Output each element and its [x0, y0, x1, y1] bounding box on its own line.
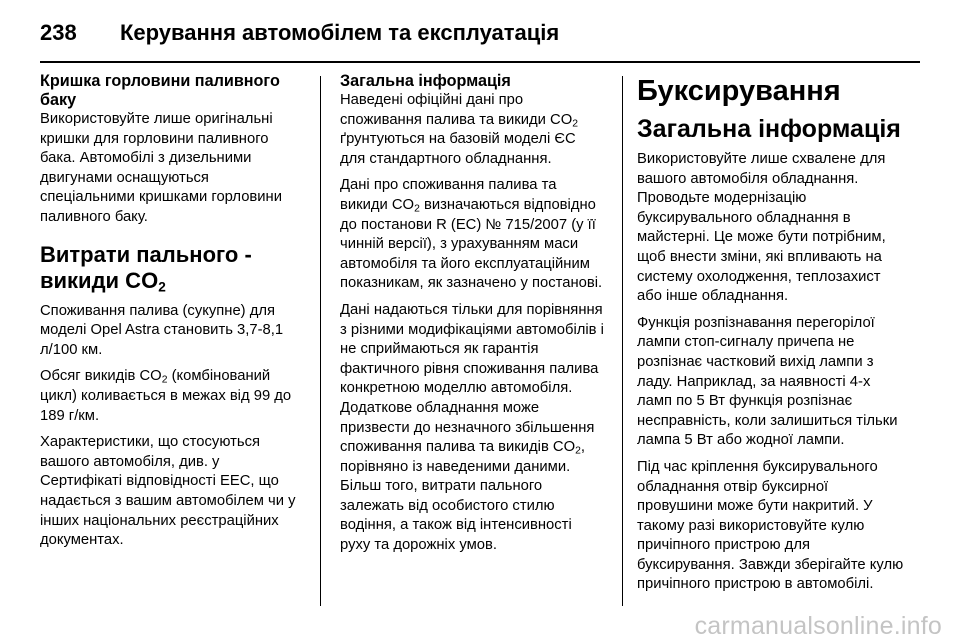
- paragraph-official-data: [340, 91, 604, 169]
- page-title: Керування автомобілем та експлуатація: [120, 20, 560, 45]
- column-divider-2: [622, 76, 623, 606]
- header-divider: [40, 61, 920, 63]
- emissions-text-b: (комбінований цикл) коливається в межах від 99 до 189 г/км.: [40, 368, 292, 424]
- paragraph-emissions: [40, 367, 302, 426]
- paragraph-towing-eye: Під час кріплення буксирувального обладнання отвір буксирної провушини може бути накритий. У такому разі використовуйте кулю причіпного пристрою для буксирування. Завжди зберігайте кулю причіпного пристрою в автомобілі.: [637, 458, 904, 593]
- heading-fuel-consumption-text: Витрати пального - викиди CO: [40, 241, 252, 293]
- regulation-text-b: визначаються відповідно до постанови R (EC) № 715/2007 (у її чинній версії), з урахуванням маси автомобіля та його експлуатаційним показникам, як зазначено у постанові.: [340, 196, 603, 292]
- heading-towing-general: Загальна інформація: [637, 115, 901, 143]
- paragraph-specifications: Характеристики, що стосуються вашого автомобіля, див. у Сертифікаті відповідності EEC, що надається з вашим автомобілем чи у інших національних реєстраційних документах.: [40, 434, 296, 549]
- emissions-subscript: 2: [161, 374, 168, 386]
- comparison-text-b: , порівняно із наведеними даними. Більш того, витрати пального залежать від особистого стилю водіння, а також від інтенсивності руху та дорожніх умов.: [340, 439, 586, 554]
- official-data-subscript: 2: [572, 118, 578, 130]
- emissions-text-a: Обсяг викидів CO: [40, 368, 162, 385]
- column-right: [637, 72, 905, 602]
- page-header: [40, 20, 559, 50]
- paragraph-brake-lamp: Функція розпізнавання перегорілої лампи стоп-сигналу причепа не розпізнає частковий вихід лампи з ладу. Наприклад, за наявності 4-х ламп по 5 Вт функція розпізнає несправність, коли залишиться тільки лампа 5 Вт або жодної лампи.: [637, 314, 898, 449]
- heading-subscript: 2: [158, 278, 166, 294]
- official-data-text-a: Наведені офіційні дані про споживання палива та викиди CO: [340, 92, 573, 128]
- column-divider-1: [320, 76, 321, 606]
- paragraph-consumption: Споживання палива (сукупне) для моделі Opel Astra становить 3,7-8,1 л/100 км.: [40, 302, 284, 358]
- page-number: 238: [40, 20, 77, 45]
- comparison-subscript: 2: [575, 445, 581, 457]
- heading-fuel-consumption: [40, 242, 302, 294]
- comparison-text-a: Дані надаються тільки для порівняння з різними модифікаціями автомобілів і не сприймаються як гарантія фактичного рівня споживання палива конкретною моделлю автомобіля. Додаткове обладнання може призвести до незначного збільшення споживання палива та викидів CO: [340, 301, 604, 456]
- regulation-text-a: Дані про споживання палива та викиди CO: [340, 177, 557, 213]
- column-middle: [340, 72, 604, 563]
- heading-towing: Буксирування: [637, 75, 841, 107]
- heading-general-info: Загальна інформація: [340, 72, 511, 90]
- watermark: carmanualsonline.info: [694, 612, 942, 640]
- column-left: [40, 72, 302, 558]
- regulation-subscript: 2: [414, 203, 420, 215]
- heading-filler-cap: Кришка горловини паливного баку: [40, 72, 280, 109]
- paragraph-filler-cap: Використовуйте лише оригінальні кришки для горловини паливного бака. Автомобілі з дизельними двигунами оснащуються спеціальними кришками горловини паливного баку.: [40, 111, 282, 225]
- paragraph-towing-equipment: Використовуйте лише схвалене для вашого автомобіля обладнання. Проводьте модернізацію буксирувального обладнання в майстерні. Це може бути потрібним, щоб внести зміни, які впливають на систему охолодження, теплозахист або інше обладнання.: [637, 151, 886, 305]
- paragraph-regulation: [340, 176, 604, 294]
- paragraph-comparison: [340, 301, 604, 556]
- official-data-text-b: ґрунтуються на базовій моделі ЄС для стандартного обладнання.: [340, 131, 576, 167]
